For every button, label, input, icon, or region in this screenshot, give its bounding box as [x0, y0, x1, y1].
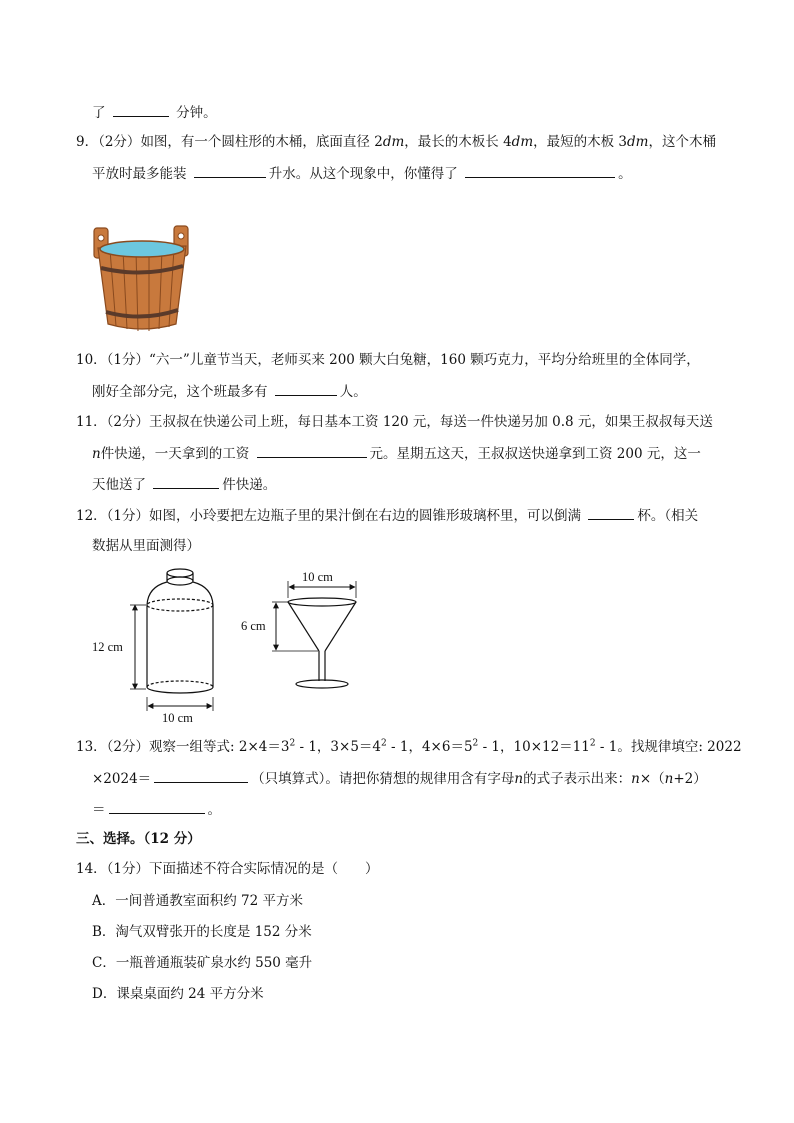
q13-text-h: 的式子表示出来：: [523, 771, 632, 787]
q13-text-d: - 1，10×12＝11: [478, 739, 590, 755]
q13-text-i: ×（: [639, 771, 665, 787]
q11-text-e: 件快递。: [222, 477, 277, 493]
q11-answer-blank-1[interactable]: [257, 443, 367, 458]
bottle-drawing: [147, 569, 213, 693]
q12-text-c: 数据从里面测得）: [92, 538, 200, 554]
q9-text-e: 平放时最多能装: [92, 166, 187, 182]
q10-line2: [92, 381, 367, 402]
q11-text-c: 元。星期五这天，王叔叔送快递拿到工资 200 元，这一: [369, 446, 701, 462]
q13-number: 13．（2分）: [76, 739, 150, 755]
q10-number: 10．（1分）: [76, 352, 150, 368]
q8-tail: [92, 102, 217, 123]
bottle-diameter-label: 10 cm: [162, 711, 193, 725]
q9-answer-blank-2[interactable]: [465, 163, 615, 178]
q11-text-d: 天他送了: [92, 477, 146, 493]
q12-text-a: 如图，小玲要把左边瓶子里的果汁倒在右边的圆锥形玻璃杯里，可以倒满: [149, 508, 582, 524]
q9-number: 9．（2分）: [76, 134, 141, 150]
q14-stem-text: 下面描述不符合实际情况的是（ ）: [149, 861, 379, 877]
q12-text-b: 杯。（相关: [637, 508, 699, 524]
q14-option-b[interactable]: B．淘气双臂张开的长度是 152 分米: [92, 924, 312, 940]
q9-unit: dm: [382, 134, 405, 150]
q9-unit: dm: [511, 134, 534, 150]
q13-answer-blank-1[interactable]: [154, 768, 248, 783]
q10-text-a: “六一”儿童节当天，老师买来 200 颗大白兔糖，160 颗巧克力，平均分给班里的全体同学，: [149, 352, 700, 368]
q9-text-f: 升水。从这个现象中，你懂得了: [268, 166, 458, 182]
wooden-bucket-image: [92, 224, 192, 336]
q11-text-b: 件快递，一天拿到的工资: [100, 446, 250, 462]
q12-number: 12．（1分）: [76, 508, 150, 524]
q11-line2: [92, 443, 701, 464]
q13-text-l: 。: [207, 802, 221, 818]
q14-option-c[interactable]: C．一瓶普通瓶装矿泉水约 550 毫升: [92, 955, 313, 971]
q14-number: 14．（1分）: [76, 861, 150, 877]
bottle-height-label: 12 cm: [92, 640, 123, 654]
glass-height-label: 6 cm: [241, 619, 266, 633]
q13-superscript: 2: [589, 738, 596, 749]
q9-text-a: 如图，有一个圆柱形的木桶，底面直径 2: [140, 134, 383, 150]
q14-option-a[interactable]: A．一间普通教室面积约 72 平方米: [92, 893, 304, 909]
q11-line3: [92, 474, 276, 495]
q12-line1: [76, 505, 698, 526]
q13-text-e: - 1。找规律填空: 2022: [595, 739, 742, 755]
q10-answer-blank[interactable]: [275, 381, 337, 396]
q14-option-d[interactable]: D．课桌桌面约 24 平方分米: [92, 986, 264, 1002]
q9-answer-blank-1[interactable]: [194, 163, 266, 178]
q13-superscript: 2: [289, 738, 296, 749]
q11-line1: [76, 412, 713, 432]
q14-stem: [76, 859, 379, 879]
q12-line2: [92, 536, 200, 556]
q13-line2: [92, 768, 707, 789]
q13-answer-blank-2[interactable]: [109, 799, 205, 814]
q10-text-c: 人。: [339, 384, 367, 400]
q11-var-n: n: [92, 446, 101, 462]
q13-superscript: 2: [381, 738, 387, 749]
q9-text-g: 。: [618, 166, 632, 182]
q13-text-b: - 1，3×5＝4: [295, 739, 381, 755]
q9-line2: [92, 163, 632, 184]
q10-line1: [76, 350, 700, 370]
q10-text-b: 刚好全部分完，这个班最多有: [92, 384, 268, 400]
q9-unit: dm: [627, 134, 649, 150]
section-3-title: 三、选择。（12 分）: [76, 831, 201, 847]
q13-superscript: 2: [472, 738, 479, 749]
q13-text-j: +2）: [673, 771, 707, 787]
q9-text-c: ，最短的木板 3: [533, 134, 628, 150]
q11-text-a: 王叔叔在快递公司上班，每日基本工资 120 元，每送一件快递另加 0.8 元，如果王叔叔每天送: [149, 414, 713, 430]
cone-glass-drawing: [288, 598, 356, 688]
q13-var-n: n: [631, 771, 640, 787]
q13-line1: [76, 737, 742, 757]
q13-var-n: n: [514, 771, 524, 787]
q9-text-d: ，这个木桶: [648, 134, 716, 150]
glass-diameter-label: 10 cm: [302, 570, 333, 584]
q8-pre-text: 了: [92, 105, 106, 121]
q13-text-f: ×2024＝: [92, 771, 152, 787]
q13-var-n: n: [664, 771, 674, 787]
q13-line3: [92, 799, 221, 820]
q12-answer-blank[interactable]: [588, 505, 634, 520]
q9-line1: [76, 132, 716, 152]
q11-answer-blank-2[interactable]: [153, 474, 219, 489]
q13-text-k: ＝: [92, 802, 106, 818]
q8-post-text: 分钟。: [176, 105, 217, 121]
q8-answer-blank[interactable]: [113, 102, 169, 117]
q11-number: 11．（2分）: [76, 414, 150, 430]
q13-text-g: （只填算式）。请把你猜想的规律用含有字母: [251, 771, 515, 787]
q13-text-a: 观察一组等式: 2×4＝3: [149, 739, 290, 755]
q13-text-c: - 1，4×6＝5: [386, 739, 473, 755]
bottle-and-glass-figure: [88, 565, 368, 730]
q9-text-b: ，最长的木板长 4: [404, 134, 512, 150]
